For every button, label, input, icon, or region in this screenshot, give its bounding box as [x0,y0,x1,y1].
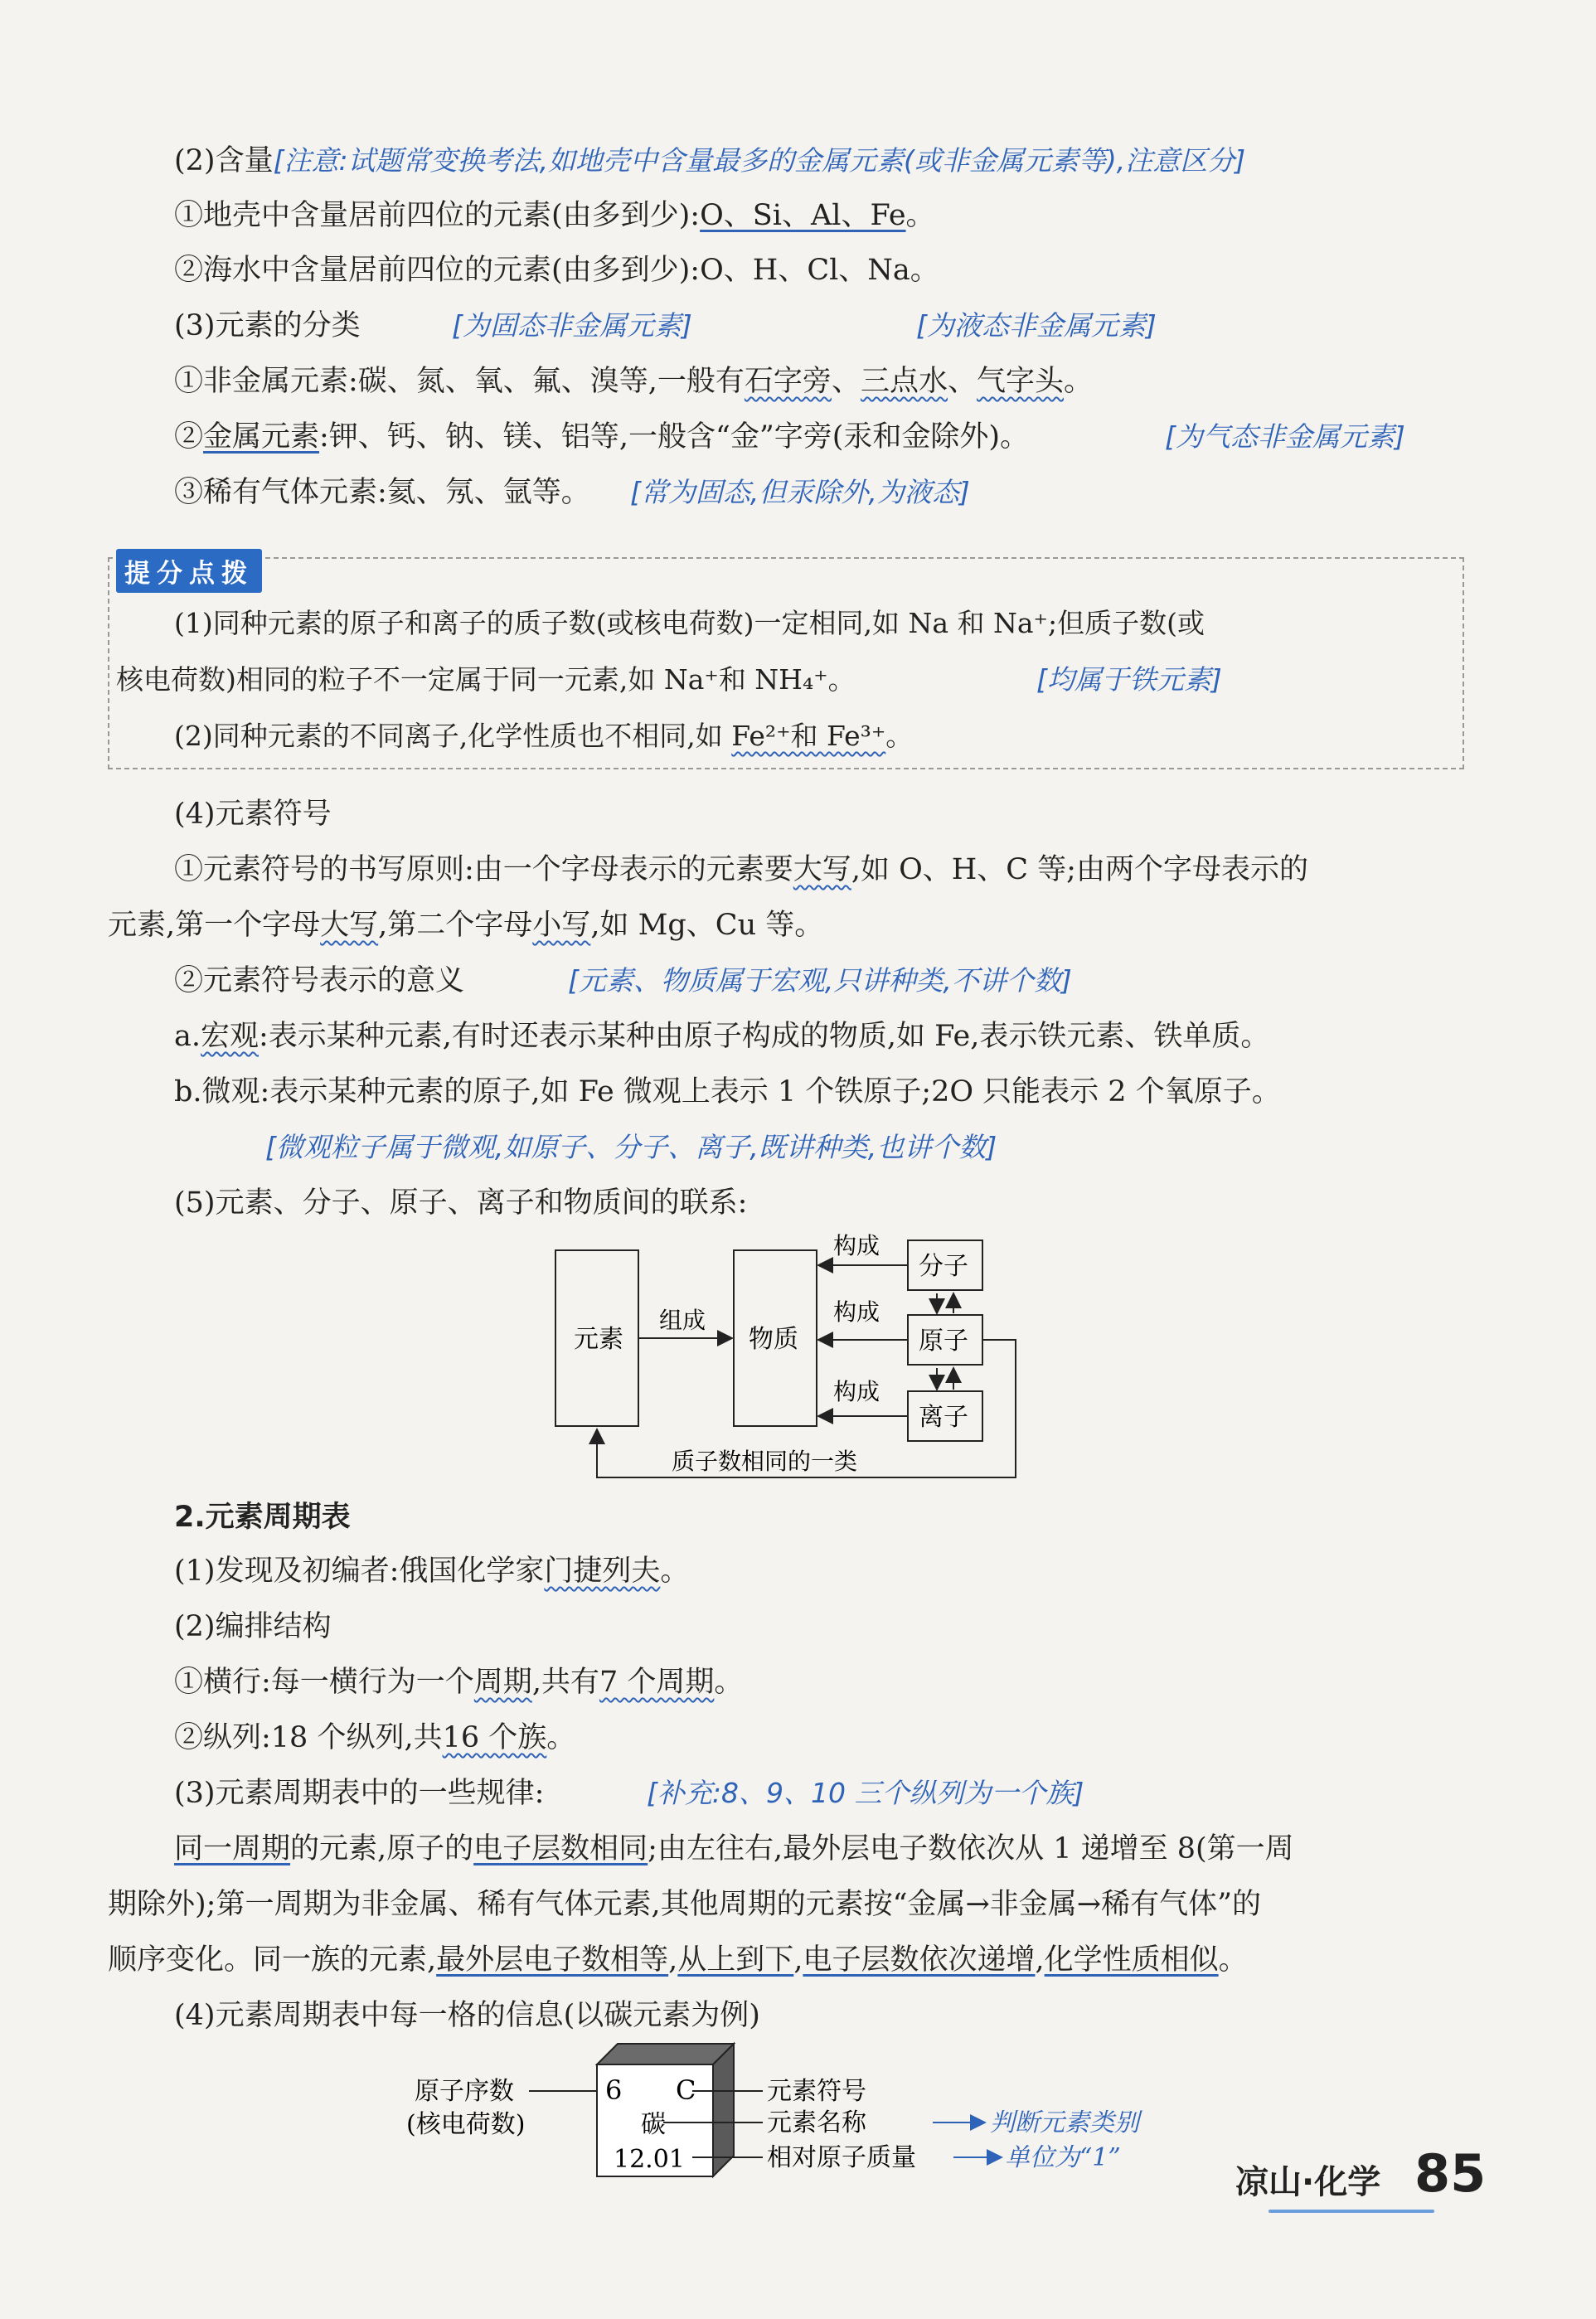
rows-mid: ,共有 [531,1666,599,1699]
symbol-micro: b.微观:表示某种元素的原子,如 Fe 微观上表示 1 个铁原子;2O 只能表示 2 个氧原子。 [174,1075,1281,1109]
diagram-element: 元素 [574,1325,623,1354]
footer-line [1269,2210,1434,2213]
periodic-law-line-3 [108,1942,1248,1978]
crust-value: O、Si、Al、Fe [700,199,906,232]
diagram-constitute-1: 构成 [833,1232,880,1259]
note-mass: 单位为“1” [1005,2143,1121,2172]
law1-keyword: 同一周期 [174,1832,291,1865]
content-label: (2)含量 [174,144,274,177]
footer-book: 凉山·化学 [1235,2163,1381,2201]
macro-rest: :表示某种元素,有时还表示某种由原子构成的物质,如 Fe,表示铁元素、铁单质。 [259,1020,1270,1053]
periodic-law-line-1 [174,1831,1294,1867]
symbol-rule-a [174,851,1308,888]
name-label: 元素名称 [767,2108,866,2137]
rows-end: 。 [714,1666,744,1699]
symbol-rule-b [108,907,823,944]
periodic-discover: (1)发现及初编者:俄国化学家门捷列夫。 [174,1555,690,1588]
nonmetal-text: ①非金属元素:碳、氮、氧、氟、溴等,一般有 [174,365,745,398]
metal-label: ② [174,420,204,454]
law3-sep-3: , [1035,1943,1045,1977]
cell-name: 碳 [641,2110,666,2139]
law3-end: 。 [1218,1943,1248,1977]
law3-text-a: 顺序变化。同一族的元素, [108,1943,437,1977]
law1-keyword-2: 电子层数相同 [473,1832,648,1865]
diagram-compose: 组成 [659,1307,706,1334]
crust-line: ①地壳中含量居前四位的元素(由多到少):O、Si、Al、Fe。 [174,199,935,232]
law3-sep-1: , [668,1943,678,1977]
cell-number: 6 [605,2074,623,2106]
discover-keyword: 门捷列夫 [544,1555,661,1588]
relation-diagram [547,1227,1045,1492]
cell-symbol: C [676,2074,696,2106]
rule-b-keyword-1: 大写 [320,909,379,942]
columns-keyword: 16 个族 [442,1721,547,1754]
atomic-number-sub: (核电荷数) [406,2110,526,2139]
classify-label: (3)元素的分类 [174,309,361,342]
metal-line [174,419,1029,455]
tip-line-1: (1)同种元素的原子和离子的质子数(或核电荷数)一定相同,如 Na 和 Na⁺;但质子数(或 [174,607,1205,639]
rule-b-keyword-2: 小写 [532,909,591,942]
tip-line-3-ions: Fe²⁺和 Fe³⁺ [731,720,886,752]
law3-keyword-4: 化学性质相似 [1044,1943,1219,1977]
nonmetal-radical-gas: 气字头 [976,365,1064,398]
periodic-laws-note: [补充:8、9、10 三个纵列为一个族] [647,1777,1084,1809]
periodic-title: 2.元素周期表 [174,1501,351,1534]
note-mercury: [常为固态,但汞除外,为液态] [630,476,970,508]
periodic-law-line-2: 期除外);第一周期为非金属、稀有气体元素,其他周期的元素按“金属→非金属→稀有气体”的 [108,1888,1262,1921]
law3-keyword-1: 最外层电子数相等 [436,1943,669,1977]
rule-b-mid: ,第二个字母 [378,909,533,942]
periodic-cell-diagram [406,2040,1186,2181]
symbol-label: 元素符号 [767,2077,866,2106]
rule-a-rest: ,如 O、H、C 等;由两个字母表示的 [851,853,1308,886]
symbol-micro-note: [微观粒子属于微观,如原子、分子、离子,既讲种类,也讲个数] [265,1131,997,1163]
diagram-matter: 物质 [749,1325,798,1354]
tip-tag: 提分点拨 [116,549,262,593]
seawater-line: ②海水中含量居前四位的元素(由多到少):O、H、Cl、Na。 [174,254,939,287]
rows-text: ①横行:每一横行为一个 [174,1666,474,1699]
content-note: [注意:试题常变换考法,如地壳中含量最多的金属元素(或非金属元素等),注意区分] [273,144,1246,177]
law3-sep-2: , [793,1943,803,1977]
note-solid-nonmetal: [为固态非金属元素] [452,309,692,342]
note-liquid-nonmetal: [为液态非金属元素] [916,309,1157,342]
metal-word: 金属元素 [203,420,320,454]
nonmetal-radical-stone: 石字旁 [744,365,832,398]
diagram-constitute-2: 构成 [833,1298,880,1326]
metal-text: :钾、钙、钠、镁、铝等,一般含“金”字旁(汞和金除外)。 [319,420,1030,454]
law1-text-b: ;由左往右,最外层电子数依次从 1 递增至 8(第一周 [648,1832,1294,1865]
law1-text-a: 的元素,原子的 [290,1832,474,1865]
tip-line-2-note: [均属于铁元素] [1036,663,1222,696]
macro-prefix: a. [174,1020,201,1053]
crust-label: ①地壳中含量居前四位的元素(由多到少): [174,199,701,232]
diagram-bottom-label: 质子数相同的一类 [672,1448,858,1475]
cell-mass: 12.01 [614,2145,685,2174]
rule-a-text: ①元素符号的书写原则:由一个字母表示的元素要 [174,853,793,886]
periodic-rows [174,1664,743,1700]
rule-b-text: 元素,第一个字母 [108,909,321,942]
note-name: 判断元素类别 [990,2108,1139,2137]
content-heading [174,143,1245,179]
diagram-atom: 原子 [919,1327,968,1356]
tip-line-3-text: (2)同种元素的不同离子,化学性质也不相同,如 [174,720,723,752]
diagram-constitute-3: 构成 [833,1378,880,1405]
periodic-laws: (3)元素周期表中的一些规律: [174,1777,545,1810]
mass-label: 相对原子质量 [767,2143,916,2172]
rule-a-keyword: 大写 [793,853,851,886]
diagram-ion: 离子 [919,1403,968,1432]
tip-line-2: 核电荷数)相同的粒子不一定属于同一元素,如 Na⁺和 NH₄⁺。 [116,663,856,696]
symbol-macro [174,1018,1269,1055]
periodic-structure: (2)编排结构 [174,1610,332,1643]
macro-keyword: 宏观 [201,1020,260,1053]
columns-text: ②纵列:18 个纵列,共 [174,1721,443,1754]
rows-keyword-2: 7 个周期 [599,1666,715,1699]
note-gas-nonmetal: [为气态非金属元素] [1165,420,1405,453]
symbol-meaning: ②元素符号表示的意义 [174,964,465,997]
diagram-molecule: 分子 [919,1252,968,1281]
nonmetal-radical-water: 三点水 [860,365,948,398]
tip-line-3: (2)同种元素的不同离子,化学性质也不相同,如 Fe²⁺和 Fe³⁺。 [174,720,914,752]
atomic-number-label: 原子序数 [415,2077,514,2106]
law3-keyword-2: 从上到下 [677,1943,794,1977]
periodic-columns [174,1720,575,1756]
discover-text: (1)发现及初编者:俄国化学家 [174,1555,545,1588]
law3-keyword-3: 电子层数依次递增 [803,1943,1036,1977]
nonmetal-line: ①非金属元素:碳、氮、氧、氟、溴等,一般有石字旁、三点水、气字头。 [174,365,1094,398]
periodic-cell-info: (4)元素周期表中每一格的信息(以碳元素为例) [174,1999,760,2032]
symbol-meaning-note: [元素、物质属于宏观,只讲种类,不讲个数] [568,964,1072,997]
relation-line: (5)元素、分子、原子、离子和物质间的联系: [174,1186,748,1220]
page-number: 85 [1414,2143,1487,2204]
noble-line: ③稀有气体元素:氦、氖、氩等。 [174,476,590,509]
symbol-heading: (4)元素符号 [174,798,332,831]
rule-b-rest: ,如 Mg、Cu 等。 [590,909,824,942]
columns-end: 。 [546,1721,576,1754]
rows-keyword: 周期 [473,1666,532,1699]
